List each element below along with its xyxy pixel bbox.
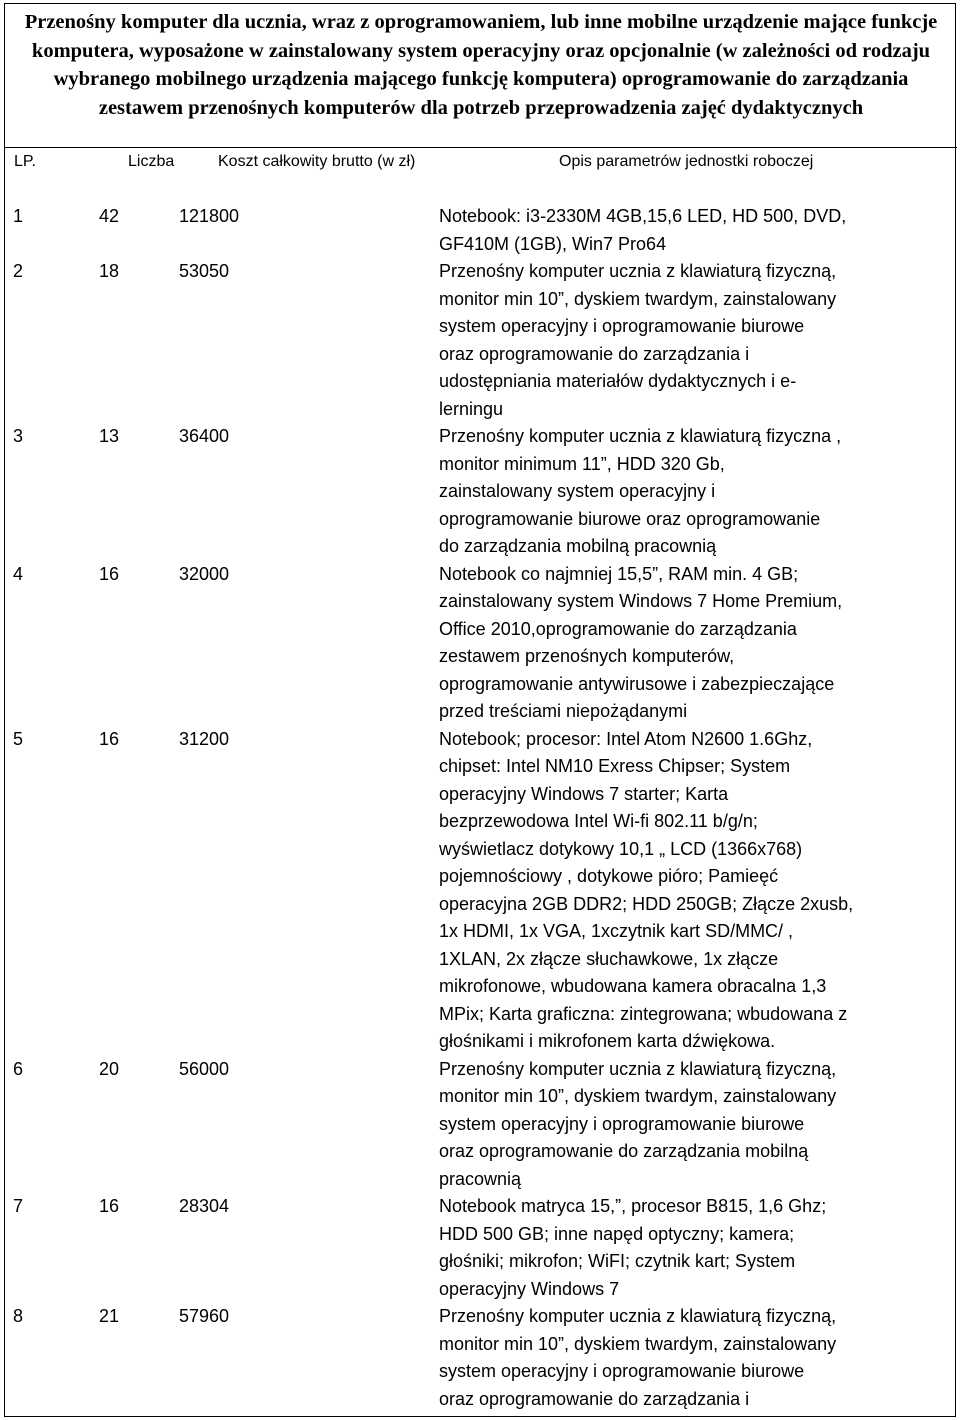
description-line: 1XLAN, 2x złącze słuchawkowe, 1x złącze: [439, 948, 779, 969]
cell-cost: 57960: [179, 1306, 230, 1326]
description-line: głośniki; mikrofon; WiFI; czytnik kart; System: [439, 1251, 796, 1271]
description-line: operacyjna 2GB DDR2; HDD 250GB; Złącze 2xusb,: [439, 893, 854, 914]
cell-description: [439, 258, 919, 423]
table-row: [5, 726, 955, 1056]
description-line: pracownią: [439, 1168, 522, 1189]
description-line: Przenośny komputer ucznia z klawiaturą fizyczną,: [439, 1306, 837, 1326]
description-line: przed treściami niepożądanymi: [439, 701, 688, 721]
description-line: HDD 500 GB; inne napęd optyczny; kamera;: [439, 1223, 795, 1244]
description-line: Notebook co najmniej 15,5”, RAM min. 4 GB;: [439, 563, 799, 584]
cell-lp: 5: [13, 728, 24, 749]
cell-count: 20: [99, 1058, 120, 1079]
cell-description: [439, 1303, 919, 1413]
cell-count: 42: [99, 206, 120, 226]
table-row: [5, 561, 955, 726]
description-line: oraz oprogramowanie do zarządzania mobilną: [439, 1141, 809, 1161]
description-line: Notebook matryca 15,”, procesor B815, 1,6 Ghz;: [439, 1196, 827, 1216]
cell-count: 18: [99, 261, 120, 281]
cell-cost: 56000: [179, 1058, 230, 1079]
cell-description: [439, 561, 919, 726]
description-line: mikrofonowe, wbudowana kamera obracalna 1,3: [439, 976, 827, 996]
description-line: Przenośny komputer ucznia z klawiaturą fizyczną,: [439, 261, 837, 281]
description-line: Przenośny komputer ucznia z klawiaturą fizyczną,: [439, 1058, 837, 1079]
cell-cost: 28304: [179, 1196, 230, 1216]
table-row: [5, 1193, 955, 1303]
description-line: operacyjny Windows 7: [439, 1278, 620, 1299]
table-row: [5, 258, 955, 423]
description-line: MPix; Karta graficzna: zintegrowana; wbudowana z: [439, 1003, 848, 1024]
cell-cost: 53050: [179, 261, 230, 281]
cell-cost: 121800: [179, 206, 240, 226]
description-line: Office 2010,oprogramowanie do zarządzania: [439, 618, 797, 639]
cell-lp: 4: [13, 563, 24, 584]
description-line: zainstalowany system Windows 7 Home Premium,: [439, 591, 843, 611]
description-line: zainstalowany system operacyjny i: [439, 481, 716, 501]
cell-description: [439, 1193, 919, 1303]
column-header-cost: Koszt całkowity brutto (w zł): [218, 153, 416, 170]
description-line: pojemnościowy , dotykowe pióro; Pamieęć: [439, 866, 779, 886]
cell-lp: 1: [13, 206, 24, 226]
cell-count: 16: [99, 728, 120, 749]
description-line: chipset: Intel NM10 Exress Chipser; System: [439, 756, 791, 776]
column-header-lp: LP.: [14, 153, 36, 170]
cell-description: [439, 726, 919, 1056]
description-line: oraz oprogramowanie do zarządzania i: [439, 1388, 750, 1409]
cell-description: [439, 1056, 919, 1194]
document-frame: [4, 3, 956, 1417]
description-line: monitor min 10”, dyskiem twardym, zainstalowany: [439, 288, 837, 309]
cell-cost: 36400: [179, 426, 230, 446]
document-title: Przenośny komputer dla ucznia, wraz z oprogramowaniem, lub inne mobilne urządzenie mające funkcje komputera, wyposażone w zainstalowany system operacyjny oraz opcjonalnie (w zależności od rodzaju wybranego mobilnego urządzenia mającego funkcję komputera) oprogramowanie do zarządzania zestawem przenośnych komputerów dla potrzeb przeprowadzenia zajęć dydaktycznych: [5, 4, 957, 148]
description-line: system operacyjny i oprogramowanie biurowe: [439, 1361, 805, 1381]
description-line: Przenośny komputer ucznia z klawiaturą fizyczna ,: [439, 426, 842, 446]
cell-count: 16: [99, 563, 120, 584]
cell-count: 21: [99, 1306, 120, 1326]
cell-lp: 3: [13, 426, 24, 446]
cell-description: [439, 423, 919, 561]
cell-count: 13: [99, 426, 120, 446]
cell-lp: 2: [13, 261, 24, 281]
table-row: [5, 1056, 955, 1194]
description-line: monitor min 10”, dyskiem twardym, zainstalowany: [439, 1333, 837, 1354]
description-line: system operacyjny i oprogramowanie biurowe: [439, 316, 805, 336]
description-line: oprogramowanie antywirusowe i zabezpieczające: [439, 673, 835, 694]
cell-lp: 7: [13, 1196, 24, 1216]
description-line: Notebook; procesor: Intel Atom N2600 1.6Ghz,: [439, 728, 813, 749]
description-line: system operacyjny i oprogramowanie biurowe: [439, 1113, 805, 1134]
description-line: zestawem przenośnych komputerów,: [439, 646, 735, 666]
cell-count: 16: [99, 1196, 120, 1216]
description-line: udostępniania materiałów dydaktycznych i e-: [439, 371, 797, 391]
table-row: [5, 203, 955, 258]
table-row: [5, 1303, 955, 1413]
description-line: GF410M (1GB), Win7 Pro64: [439, 233, 667, 254]
description-line: Notebook: i3-2330M 4GB,15,6 LED, HD 500, DVD,: [439, 206, 847, 226]
table-row: [5, 423, 955, 561]
cell-lp: 6: [13, 1058, 24, 1079]
cell-description: [439, 203, 919, 258]
description-line: monitor minimum 11”, HDD 320 Gb,: [439, 453, 725, 474]
cell-cost: 31200: [179, 728, 230, 749]
description-line: monitor min 10”, dyskiem twardym, zainstalowany: [439, 1086, 837, 1106]
table-body: [5, 203, 955, 1413]
description-line: głośnikami i mikrofonem karta dźwiękowa.: [439, 1031, 776, 1051]
cell-cost: 32000: [179, 563, 230, 584]
description-line: 1x HDMI, 1x VGA, 1xczytnik kart SD/MMC/ ,: [439, 921, 794, 941]
description-line: oprogramowanie biurowe oraz oprogramowanie: [439, 508, 821, 529]
cell-lp: 8: [13, 1306, 24, 1326]
description-line: operacyjny Windows 7 starter; Karta: [439, 783, 729, 804]
column-header-count: Liczba: [128, 153, 175, 170]
column-header-description: Opis parametrów jednostki roboczej: [559, 153, 814, 170]
description-line: do zarządzania mobilną pracownią: [439, 536, 717, 556]
description-line: lerningu: [439, 398, 504, 419]
description-line: oraz oprogramowanie do zarządzania i: [439, 343, 750, 364]
description-line: wyświetlacz dotykowy 10,1 „ LCD (1366x768): [439, 838, 803, 859]
description-line: bezprzewodowa Intel Wi-fi 802.11 b/g/n;: [439, 811, 758, 831]
